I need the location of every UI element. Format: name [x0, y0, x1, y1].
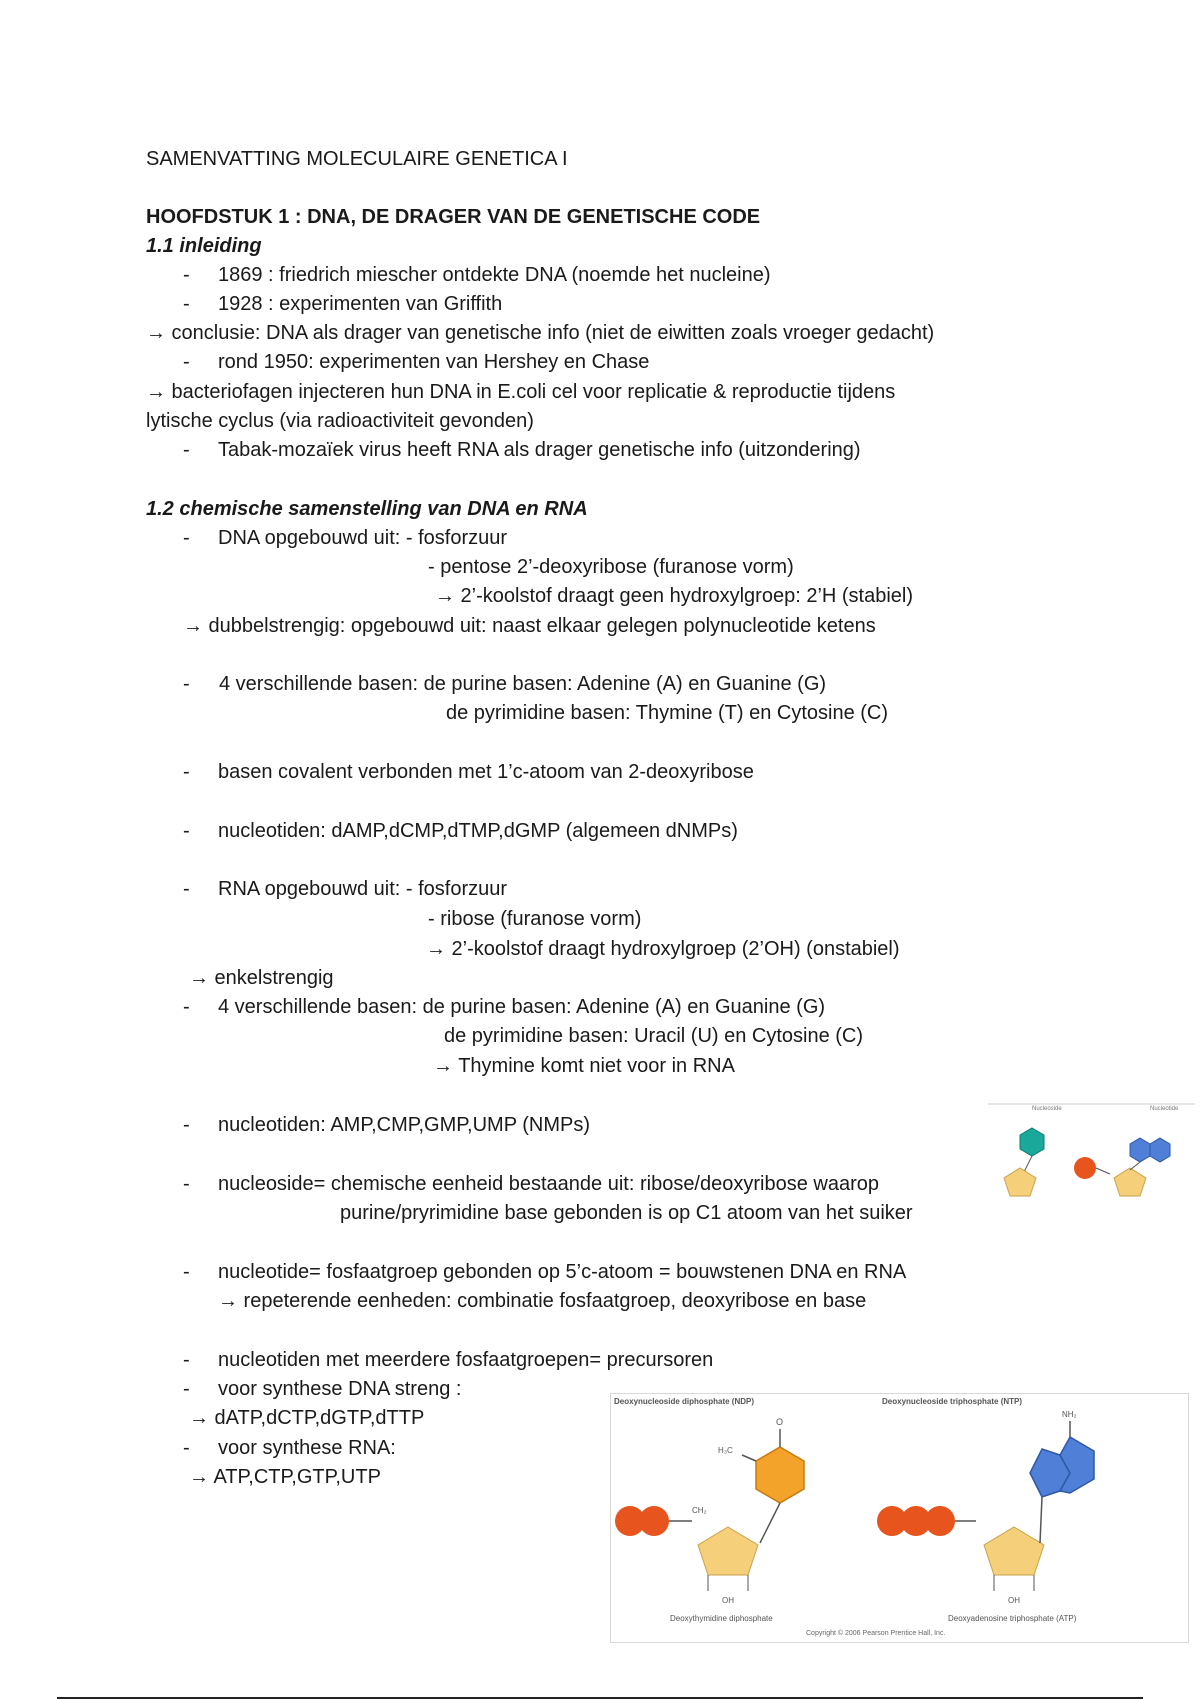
bond: [1130, 1162, 1140, 1170]
bullet-dash: -: [183, 1349, 190, 1371]
list-item: 4 verschillende basen: de purine basen: Adenine (A) en Guanine (G): [219, 673, 827, 695]
text-line: - ribose (furanose vorm): [428, 908, 642, 930]
bullet-dash: -: [183, 1261, 190, 1283]
section-1-1-title: 1.1 inleiding: [146, 235, 262, 257]
chapter-title: HOOFDSTUK 1 : DNA, DE DRAGER VAN DE GENETISCHE CODE: [146, 206, 761, 228]
list-item: nucleotiden: dAMP,dCMP,dTMP,dGMP (algemeen dNMPs): [218, 820, 738, 842]
text-line: → Thymine komt niet voor in RNA: [433, 1055, 735, 1077]
list-item: nucleoside= chemische eenheid bestaande uit: ribose/deoxyribose waarop: [218, 1173, 879, 1195]
document-header: SAMENVATTING MOLECULAIRE GENETICA I: [146, 148, 568, 170]
text-line: → repeterende eenheden: combinatie fosfaatgroep, deoxyribose en base: [218, 1290, 867, 1312]
nucleotide-label: Nucleotide: [1150, 1106, 1179, 1112]
bullet-dash: -: [183, 761, 190, 783]
purine-ring: [1150, 1138, 1170, 1162]
bullet-dash: -: [183, 264, 190, 286]
nucleoside-nucleotide-figure: [980, 1100, 1200, 1220]
bullet-dash: -: [183, 996, 190, 1018]
ntp-title: Deoxynucleoside triphosphate (NTP): [882, 1397, 1023, 1406]
purine-ring: [1130, 1138, 1150, 1162]
list-item: nucleotide= fosfaatgroep gebonden op 5’c-atoom = bouwstenen DNA en RNA: [218, 1261, 907, 1283]
text-line: purine/pryrimidine base gebonden is op C1 atoom van het suiker: [340, 1202, 913, 1224]
datp-caption: Deoxyadenosine triphosphate (ATP): [948, 1614, 1077, 1623]
text-line: → 2’-koolstof draagt geen hydroxylgroep: 2’H (stabiel): [435, 585, 914, 607]
ndp-title: Deoxynucleoside diphosphate (NDP): [614, 1397, 755, 1406]
nucleoside-label: Nucleoside: [1032, 1106, 1062, 1112]
bullet-dash: -: [183, 878, 190, 900]
nh2-label: NH₂: [1062, 1410, 1077, 1419]
oh-label: OH: [722, 1596, 734, 1605]
bullet-dash: -: [183, 439, 190, 461]
list-item: RNA opgebouwd uit: - fosforzuur: [218, 878, 508, 900]
bullet-dash: -: [183, 673, 190, 695]
teal-base-ring: [1020, 1128, 1044, 1156]
text-line: - pentose 2’-deoxyribose (furanose vorm): [428, 556, 794, 578]
dtdp-caption: Deoxythymidine diphosphate: [670, 1614, 773, 1623]
sugar-ring: [1004, 1168, 1036, 1196]
list-item: voor synthese RNA:: [218, 1437, 396, 1459]
list-item: basen covalent verbonden met 1’c-atoom van 2-deoxyribose: [218, 761, 754, 783]
text-line: → ATP,CTP,GTP,UTP: [189, 1466, 381, 1488]
bullet-dash: -: [183, 820, 190, 842]
text-line: → bacteriofagen injecteren hun DNA in E.coli cel voor replicatie & reproductie tijdens: [146, 381, 896, 403]
bullet-dash: -: [183, 527, 190, 549]
bullet-dash: -: [183, 351, 190, 373]
copyright-text: Copyright © 2006 Pearson Prentice Hall, Inc.: [806, 1630, 946, 1637]
text-line: → dATP,dCTP,dGTP,dTTP: [189, 1407, 425, 1429]
list-item: nucleotiden: AMP,CMP,GMP,UMP (NMPs): [218, 1114, 590, 1136]
bullet-dash: -: [183, 1114, 190, 1136]
list-item: 1928 : experimenten van Griffith: [218, 293, 503, 315]
list-item: voor synthese DNA streng :: [218, 1378, 462, 1400]
list-item: 1869 : friedrich miescher ontdekte DNA (noemde het nucleine): [218, 264, 771, 286]
section-1-2-title: 1.2 chemische samenstelling van DNA en RNA: [146, 498, 588, 520]
bond: [1096, 1168, 1110, 1174]
text-line: → 2’-koolstof draagt hydroxylgroep (2’OH) (onstabiel): [426, 938, 900, 960]
ch2-label: CH₂: [692, 1506, 707, 1515]
text-line: → enkelstrengig: [189, 967, 334, 989]
bullet-dash: -: [183, 1437, 190, 1459]
oxygen-label: O: [776, 1417, 784, 1427]
list-item: 4 verschillende basen: de purine basen: Adenine (A) en Guanine (G): [218, 996, 826, 1018]
phosphate-circle: [1074, 1157, 1096, 1179]
text-line: de pyrimidine basen: Thymine (T) en Cytosine (C): [446, 702, 889, 724]
bullet-dash: -: [183, 1173, 190, 1195]
text-line: lytische cyclus (via radioactiviteit gevonden): [146, 410, 534, 432]
text-line: de pyrimidine basen: Uracil (U) en Cytosine (C): [444, 1025, 864, 1047]
list-item: DNA opgebouwd uit: - fosforzuur: [218, 527, 508, 549]
list-item: nucleotiden met meerdere fosfaatgroepen= precursoren: [218, 1349, 714, 1371]
oh-label: OH: [1008, 1596, 1020, 1605]
list-item: rond 1950: experimenten van Hershey en Chase: [218, 351, 650, 373]
text-line: → dubbelstrengig: opgebouwd uit: naast elkaar gelegen polynucleotide ketens: [183, 615, 876, 637]
phosphate-group: [877, 1506, 955, 1536]
sugar-ring: [1114, 1168, 1146, 1196]
list-item: Tabak-mozaïek virus heeft RNA als drager genetische info (uitzondering): [218, 439, 861, 461]
ndp-ntp-figure: [610, 1393, 1190, 1643]
conclusion-line: → conclusie: DNA als drager van genetische info (niet de eiwitten zoals vroeger gedacht): [146, 322, 935, 344]
bottom-rule: [57, 1697, 1143, 1699]
bullet-dash: -: [183, 1378, 190, 1400]
bullet-dash: -: [183, 293, 190, 315]
h3c-label: H₃C: [718, 1446, 733, 1455]
